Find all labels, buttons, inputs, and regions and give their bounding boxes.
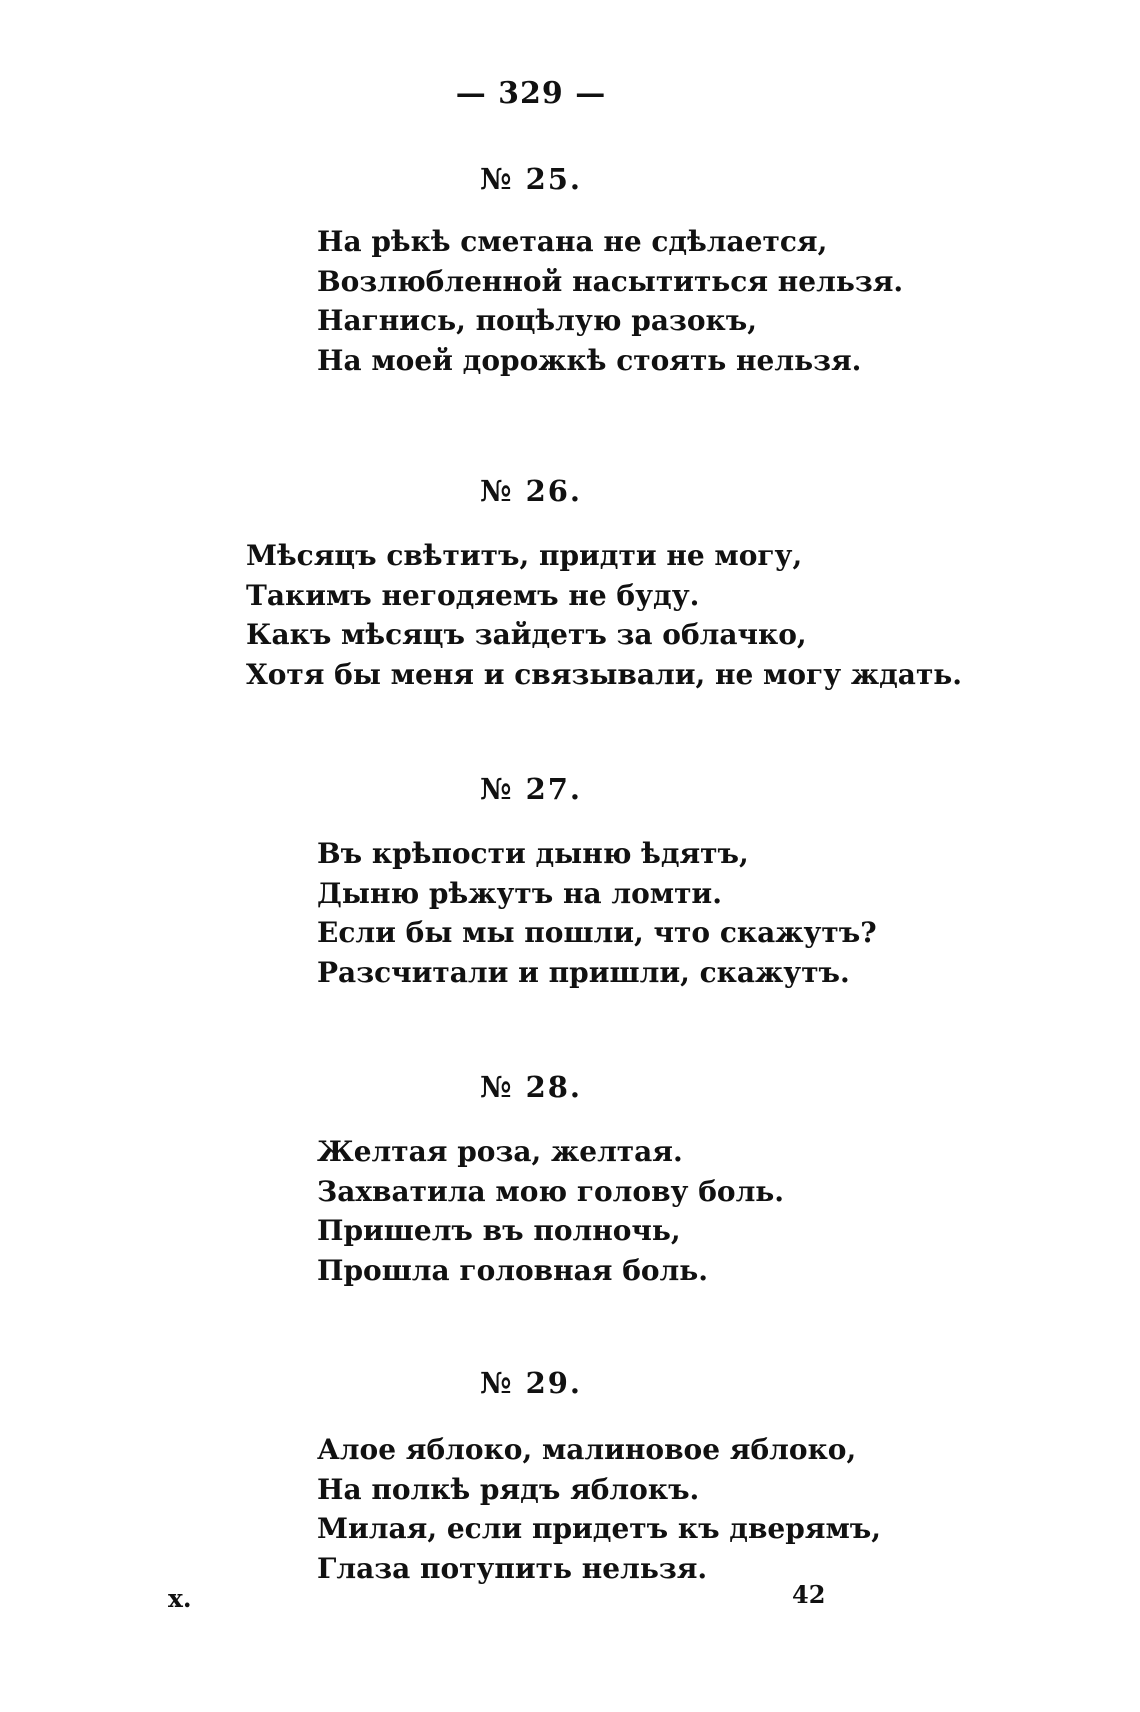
poem-heading: № 28. xyxy=(479,1070,583,1104)
poem-line: Хотя бы меня и связывали, не могу ждать. xyxy=(246,658,963,692)
poem-lines xyxy=(246,536,962,695)
poem-line: Захватила мою голову боль. xyxy=(317,1174,785,1208)
poem-lines xyxy=(317,834,877,993)
page-number: — 329 — xyxy=(455,76,607,111)
poem-line: Мѣсяцъ свѣтитъ, придти не могу, xyxy=(246,539,803,572)
poem-lines xyxy=(317,222,903,381)
poem-line: Алое яблоко, малиновое яблоко, xyxy=(317,1433,857,1466)
poem-line: Если бы мы пошли, что скажутъ? xyxy=(317,916,877,950)
poem-lines xyxy=(317,1430,881,1589)
poem-line: На моей дорожкѣ стоять нельзя. xyxy=(317,344,862,378)
footer-sheet-number: 42 xyxy=(792,1580,826,1609)
poem-line: Нагнись, поцѣлую разокъ, xyxy=(317,304,757,338)
poem-line: Разсчитали и пришли, скажутъ. xyxy=(317,956,850,990)
poem-line: На рѣкѣ сметана не сдѣлается, xyxy=(317,225,828,258)
poem-heading: № 29. xyxy=(479,1366,583,1400)
poem-line: Какъ мѣсяцъ зайдетъ за облачко, xyxy=(246,618,807,652)
poem-line: Дыню рѣжутъ на ломти. xyxy=(317,876,722,910)
poem-line: Желтая роза, желтая. xyxy=(317,1135,683,1168)
footer-signature: x. xyxy=(168,1584,192,1613)
poem-line: Милая, если придетъ къ дверямъ, xyxy=(317,1512,882,1546)
poem-line: Въ крѣпости дыню ѣдятъ, xyxy=(317,837,749,870)
poem-line: Глаза потупить нельзя. xyxy=(317,1552,708,1586)
poem-heading: № 26. xyxy=(479,474,583,508)
poem-line: На полкѣ рядъ яблокъ. xyxy=(317,1472,700,1506)
poem-heading: № 25. xyxy=(479,162,583,196)
poem-line: Возлюбленной насытиться нельзя. xyxy=(317,264,904,298)
poem-line: Пришелъ въ полночь, xyxy=(317,1214,681,1248)
poem-line: Такимъ негодяемъ не буду. xyxy=(246,578,700,612)
poem-line: Прошла головная боль. xyxy=(317,1254,709,1288)
poem-heading: № 27. xyxy=(479,772,583,806)
poem-lines xyxy=(317,1132,784,1291)
